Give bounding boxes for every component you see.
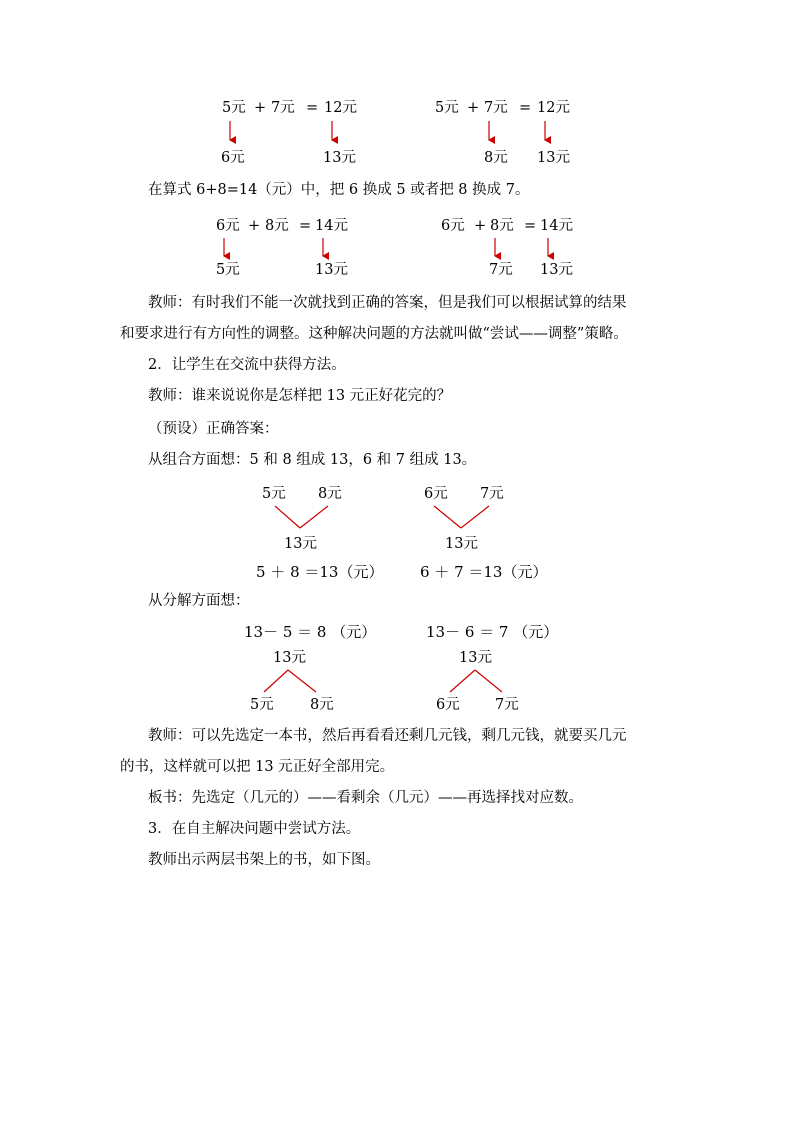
fig3-right-line-a [434,506,461,528]
paragraph-teacher-2-line1: 教师：可以先选定一本书，然后再看看还剩几元钱，剩几元钱，就要买几元 [148,728,627,744]
fig3-left-b: 8元 [318,486,342,502]
fig3-right-a: 6元 [424,486,448,502]
fig4-left-line-a [264,670,288,692]
paragraph-board-notes: 板书：先选定（几元的）——看剩余（几元）——再选择找对应数。 [148,790,583,806]
fig2-left-plus: + [248,218,261,234]
fig1-left-a: 5元 [222,100,246,116]
fig2-left-a2: 5元 [216,262,240,278]
fig4-left [244,623,376,713]
fig3-right-sum: 13元 [445,536,478,552]
fig4-right-a: 6元 [436,697,460,713]
fig2-right-eq: = [524,218,537,234]
paragraph-teacher-1-line1: 教师：有时我们不能一次就找到正确的答案，但是我们可以根据试算的结果 [148,295,627,311]
fig3-right-equation: 6 ＋ 7 ＝13（元） [420,563,548,581]
fig4-left-b: 8元 [310,697,334,713]
fig2-left-sum: 14元 [315,218,348,234]
fig1-right-b: 7元 [484,100,508,116]
fig2-left [216,217,348,278]
fig3-right [420,485,547,581]
paragraph-combination: 从组合方面想：5 和 8 组成 13，6 和 7 组成 13。 [148,452,477,468]
paragraph-teacher-question: 教师：谁来说说你是怎样把 13 元正好花完的？ [148,388,452,404]
fig2-right-b2: 7元 [489,262,513,278]
fig1-left-sum2: 13元 [323,150,356,166]
fig1-left-a2: 6元 [221,150,245,166]
fig4-left-top: 13元 [273,650,306,666]
fig4-right-top: 13元 [459,650,492,666]
fig3-left-line-a [275,506,300,528]
fig3-left-equation: 5 ＋ 8 ＝13（元） [256,563,384,581]
paragraph-teacher-1-line2: 和要求进行有方向性的调整。这种解决问题的方法就叫做“尝试——调整”策略。 [120,326,628,342]
fig2-right-sum2: 13元 [540,262,573,278]
fig3-right-b: 7元 [480,486,504,502]
fig3-right-line-b [461,506,489,528]
fig4-left-line-b [288,670,316,692]
fig4-left-equation: 13－ 5 ＝ 8 （元） [244,623,377,641]
fig3-left-sum: 13元 [284,536,317,552]
heading-step-3: 3．在自主解决问题中尝试方法。 [148,821,361,837]
heading-step-2: 2．让学生在交流中获得方法。 [148,357,346,373]
paragraph-bookshelf: 教师出示两层书架上的书，如下图。 [148,852,380,868]
fig2-left-a: 6元 [216,218,240,234]
fig4-right-b: 7元 [495,697,519,713]
fig2-right [441,217,573,278]
fig1-right-eq: = [519,100,532,116]
fig2-left-eq: = [299,218,312,234]
fig2-right-a: 6元 [441,218,465,234]
fig3-left-a: 5元 [262,486,286,502]
fig2-right-plus: + [474,218,487,234]
fig1-left [221,99,357,166]
fig1-left-eq: = [306,100,319,116]
fig1-right-sum2: 13元 [537,150,570,166]
paragraph-substitution: 在算式 6+8=14（元）中，把 6 换成 5 或者把 8 换成 7。 [148,182,530,198]
fig2-left-sum2: 13元 [315,262,348,278]
fig2-right-b: 8元 [490,218,514,234]
fig4-right-equation: 13－ 6 ＝ 7 （元） [426,623,559,641]
fig1-left-b: 7元 [271,100,295,116]
fig1-left-plus: + [254,100,267,116]
fig1-left-sum: 12元 [324,100,357,116]
fig1-right-b2: 8元 [484,150,508,166]
paragraph-decomposition: 从分解方面想： [148,593,250,609]
fig2-left-b: 8元 [265,218,289,234]
fig1-right-a: 5元 [435,100,459,116]
fig4-left-a: 5元 [250,697,274,713]
fig3-left [256,485,383,581]
fig4-right-line-b [475,670,502,692]
fig1-right-plus: + [467,100,480,116]
fig2-right-sum: 14元 [540,218,573,234]
fig4-right-line-a [450,670,475,692]
fig1-right [435,99,570,166]
paragraph-teacher-2-line2: 的书，这样就可以把 13 元正好全部用完。 [120,759,395,775]
fig4-right [426,623,558,713]
paragraph-preset-answer: （预设）正确答案： [148,421,279,437]
fig3-left-line-b [300,506,328,528]
fig1-right-sum: 12元 [537,100,570,116]
